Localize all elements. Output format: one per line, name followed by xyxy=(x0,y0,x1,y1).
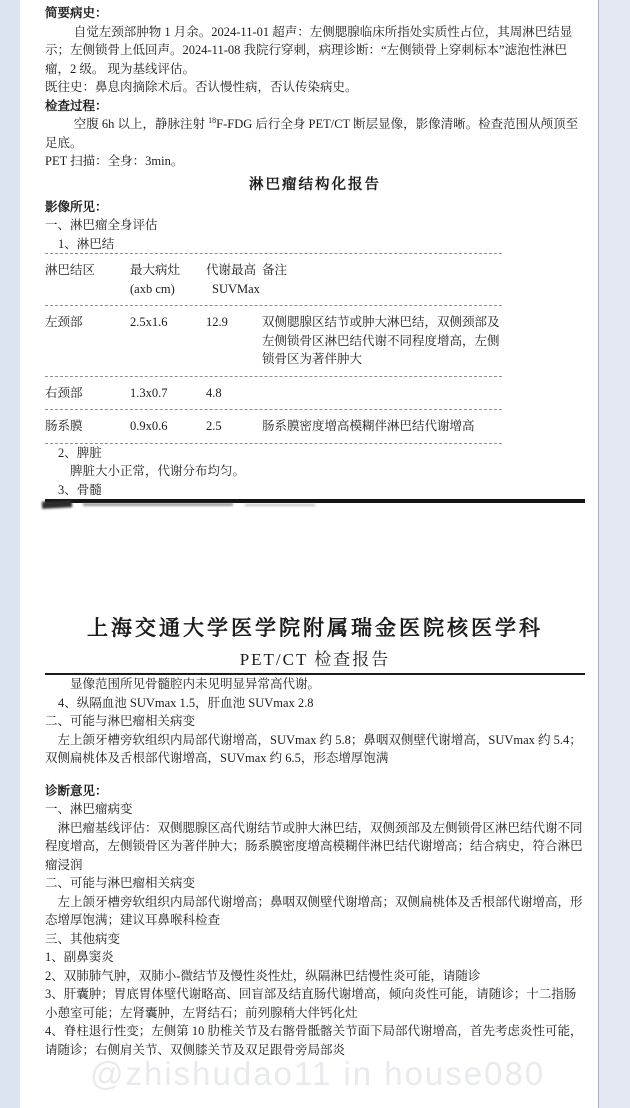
exam-process-text xyxy=(45,115,585,152)
diagnosis-item: 4、脊柱退行性变；左侧第 10 肋椎关节及右髂骨骶髂关节面下局部代谢增高，首先考虑炎性可能，请随诊；右侧肩关节、双侧膝关节及双足跟骨旁局部炎 xyxy=(45,1024,583,1057)
cell-size: 1.3x0.7 xyxy=(130,385,168,400)
isotope-superscript: 18 xyxy=(208,115,217,125)
col-header-suvmax xyxy=(206,261,262,298)
cell-suvmax: 4.8 xyxy=(206,385,222,400)
findings-item2: 2、脾脏 xyxy=(58,445,102,460)
pet-scan-text: PET 扫描：全身：3min。 xyxy=(45,154,184,168)
report-title: PET/CT 检查报告 xyxy=(239,650,391,669)
findings-item1: 1、淋巴结 xyxy=(58,236,115,251)
right-margin-strip xyxy=(598,0,630,1108)
cell-size: 0.9x0.6 xyxy=(130,419,168,433)
diagnosis-label: 诊断意见： xyxy=(45,783,108,798)
findings-item4: 4、纵隔血池 SUVmax 1.5，肝血池 SUVmax 2.8 xyxy=(58,695,314,710)
diagnosis-item: 1、副鼻窦炎 xyxy=(45,950,114,964)
diagnosis-item: 3、肝囊肿；胃底胃体壁代谢略高、回盲部及结直肠代谢增高，倾向炎性可能，请随诊；十二指肠小憩室可能；左肾囊肿，左肾结石；前列腺稍大伴钙化灶 xyxy=(45,987,577,1020)
col-header-size-line1: 最大病灶 xyxy=(130,263,181,277)
cell-size: 2.5x1.6 xyxy=(130,315,168,329)
past-history-text: 既往史：鼻息肉摘除术后。否认慢性病，否认传染病史。 xyxy=(45,80,358,94)
col-header-note: 备注 xyxy=(262,263,288,277)
col-header-suvmax-line2: SUVMax xyxy=(212,281,260,296)
document-content xyxy=(20,0,598,1108)
diagnosis-s1-text: 淋巴瘤基线评估：双侧腮腺区高代谢结节或肿大淋巴结，双侧颈部及左侧锁骨区淋巴结代谢不同程度增高，左侧锁骨区为著伴肿大；肠系膜密度增高模糊伴淋巴结代谢增高；结合病史，符合淋巴瘤浸润 xyxy=(45,820,583,872)
table-row xyxy=(45,377,502,410)
structured-report-title: 淋巴瘤结构化报告 xyxy=(249,176,381,193)
table-row xyxy=(45,410,502,443)
blank-line xyxy=(45,768,585,782)
cell-note: 双侧腮腺区结节或肿大淋巴结，双侧颈部及左侧锁骨区淋巴结代谢不同程度增高，左侧锁骨区为著伴肿大 xyxy=(262,315,500,366)
cell-region: 肠系膜 xyxy=(45,419,83,433)
watermark: @zhishudao11 in house080 xyxy=(90,1055,546,1092)
cell-region: 右颈部 xyxy=(45,385,83,400)
col-header-size-line2: (axb cm) xyxy=(130,281,175,296)
bone-marrow-text: 显像范围所见骨髓腔内未见明显异常高代谢。 xyxy=(70,677,321,691)
cell-region: 左颈部 xyxy=(45,315,83,329)
lymph-node-table xyxy=(45,253,502,444)
diagnosis-s1: 一、淋巴瘤病变 xyxy=(45,802,133,816)
col-header-suvmax-line1: 代谢最高 xyxy=(206,263,257,277)
findings-section2: 二、可能与淋巴瘤相关病变 xyxy=(45,714,196,728)
findings-item3: 3、骨髓 xyxy=(58,482,102,497)
cell-suvmax: 2.5 xyxy=(206,419,222,433)
scan-smudge xyxy=(83,503,233,506)
page-break-artifact xyxy=(45,499,585,503)
findings-item2-text: 脾脏大小正常，代谢分布均匀。 xyxy=(70,464,246,478)
page-gap xyxy=(45,503,585,613)
table-row xyxy=(45,306,502,376)
col-header-size xyxy=(130,261,206,298)
cell-suvmax: 12.9 xyxy=(206,315,228,329)
exam-process-label: 检查过程： xyxy=(45,98,108,113)
exam-text-post: F-FDG 后行全身 PET/CT 断层显像，影像清晰。检查范围从颅顶至足底。 xyxy=(45,117,579,150)
hospital-name: 上海交通大学医学院附属瑞金医院核医学科 xyxy=(87,616,543,640)
left-margin-strip xyxy=(0,0,20,1108)
findings-label: 影像所见： xyxy=(45,199,108,214)
cell-note: 肠系膜密度增高模糊伴淋巴结代谢增高 xyxy=(262,419,475,433)
scan-smudge xyxy=(245,504,315,506)
diagnosis-item: 2、双肺肺气肿，双肺小-微结节及慢性炎性灶，纵隔淋巴结慢性炎可能，请随诊 xyxy=(45,968,481,983)
diagnosis-s2: 二、可能与淋巴瘤相关病变 xyxy=(45,876,196,890)
diagnosis-s3: 三、其他病变 xyxy=(45,931,121,946)
findings-section1: 一、淋巴瘤全身评估 xyxy=(45,218,158,232)
diagnosis-s2-text: 左上颌牙槽旁软组织内局部代谢增高；鼻咽双侧壁代谢增高；双侧扁桃体及舌根部代谢增高，形态增厚饱满；建议耳鼻喉科检查 xyxy=(45,894,583,927)
brief-history-text: 自觉左颈部肿物 1 月余。2024-11-01 超声：左侧腮腺临床所指处实质性占位，其周淋巴结显示；左侧锁骨上低回声。2024-11-08 我院行穿刺，病理诊断：“左侧锁骨上穿刺标本”滤泡性淋巴瘤，2 级。 现为基线评估。 xyxy=(45,24,573,76)
findings-section2-text: 左上颌牙槽旁软组织内局部代谢增高，SUVmax 约 5.8；鼻咽双侧壁代谢增高，SUVmax 约 5.4；双侧扁桃体及舌根部代谢增高，SUVmax 约 6.5，形态增厚饱满 xyxy=(45,732,582,765)
table-header-row xyxy=(45,254,502,305)
col-header-region: 淋巴结区 xyxy=(45,263,96,277)
exam-text-pre: 空腹 6h 以上，静脉注射 xyxy=(73,117,209,131)
brief-history-label: 简要病史： xyxy=(45,6,108,20)
